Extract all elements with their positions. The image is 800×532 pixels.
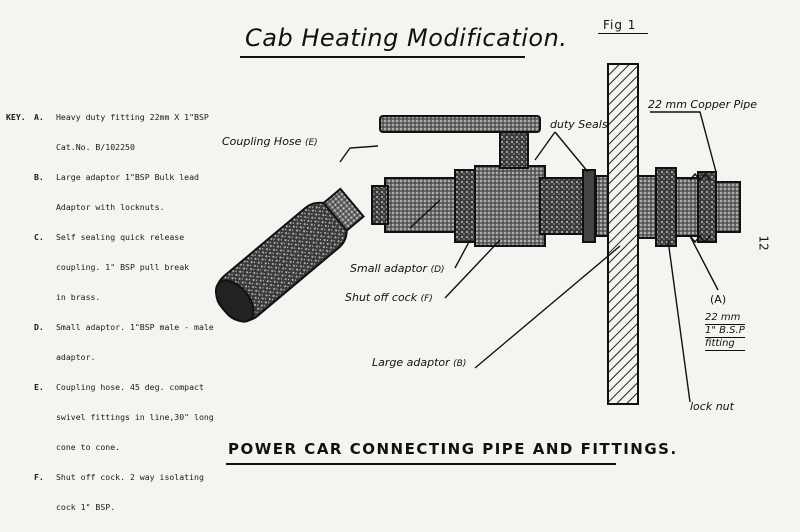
key-text: Shut off cock. 2 way isolating — [56, 472, 204, 482]
label-fitting-ref: (A) — [710, 293, 727, 306]
label-ref: (B) — [453, 359, 467, 369]
label-fitting-line: fitting — [705, 338, 745, 351]
label-ref: (F) — [420, 294, 433, 304]
leader-large-adaptor — [475, 246, 620, 368]
label-fitting-line: 22 mm — [705, 312, 745, 325]
key-letter: A. — [34, 112, 44, 122]
label-text: Large adaptor — [372, 356, 450, 369]
key-text: cone to cone. — [56, 442, 121, 452]
key-text: Adaptor with locknuts. — [56, 202, 165, 212]
label-lock-nut: lock nut — [690, 400, 734, 413]
key-text: Coupling hose. 45 deg. compact — [56, 382, 204, 392]
page-number: 12 — [756, 235, 771, 251]
quick-release-coupling — [372, 178, 460, 232]
key-text: coupling. 1" BSP pull break — [56, 262, 190, 272]
label-text: Coupling Hose — [222, 135, 302, 148]
key-letter: B. — [34, 172, 44, 182]
label-shut-off-cock — [345, 291, 433, 304]
key-text: Self sealing quick release — [56, 232, 185, 242]
coupling-hose — [207, 183, 368, 330]
caption-underline — [226, 463, 616, 465]
label-fitting-line: 1" B.S.P — [705, 325, 745, 336]
small-adaptor — [455, 170, 477, 242]
key-letter: E. — [34, 382, 44, 392]
label-large-adaptor — [372, 356, 466, 369]
bulkhead-wall — [608, 64, 638, 404]
key-text: Small adaptor. 1"BSP male - male — [56, 322, 214, 332]
label-text: Small adaptor — [350, 262, 428, 275]
key-item — [6, 502, 214, 512]
leader-small-adaptor — [455, 240, 470, 268]
leader-duty-seals-1 — [535, 132, 555, 160]
figure-label: Fig 1 — [603, 18, 637, 32]
fitting-and-copper-pipe — [676, 172, 740, 242]
label-coupling-hose — [222, 135, 318, 148]
label-fitting — [705, 312, 745, 351]
key-text: cock 1" BSP. — [56, 502, 116, 512]
leader-fitting — [690, 236, 718, 290]
key-heading: KEY. — [6, 112, 26, 122]
key-letter: C. — [34, 232, 44, 242]
label-small-adaptor — [350, 262, 445, 275]
label-ref: (D) — [430, 265, 445, 275]
label-duty-seals: duty Seals — [550, 118, 608, 131]
label-text: Shut off cock — [345, 291, 418, 304]
page-title: Cab Heating Modification. — [245, 24, 568, 52]
key-letter: D. — [34, 322, 44, 332]
key-text: Large adaptor 1"BSP Bulk lead — [56, 172, 199, 182]
key-text: Heavy duty fitting 22mm X 1"BSP — [56, 112, 209, 122]
leader-copper-pipe — [650, 112, 716, 172]
key-text: Cat.No. B/102250 — [56, 142, 135, 152]
leader-coupling-hose — [340, 146, 378, 162]
figure-caption: POWER CAR CONNECTING PIPE AND FITTINGS. — [228, 440, 678, 458]
key-text: adaptor. — [56, 352, 96, 362]
leader-duty-seals-2 — [555, 132, 588, 172]
label-ref: (E) — [304, 138, 318, 148]
label-copper-pipe: 22 mm Copper Pipe — [648, 98, 758, 111]
key-letter: F. — [34, 472, 44, 482]
leader-lock-nut — [668, 240, 690, 402]
key-text: in brass. — [56, 292, 101, 302]
leader-shut-off-cock — [445, 240, 500, 298]
key-text: swivel fittings in line,30" long — [56, 412, 214, 422]
